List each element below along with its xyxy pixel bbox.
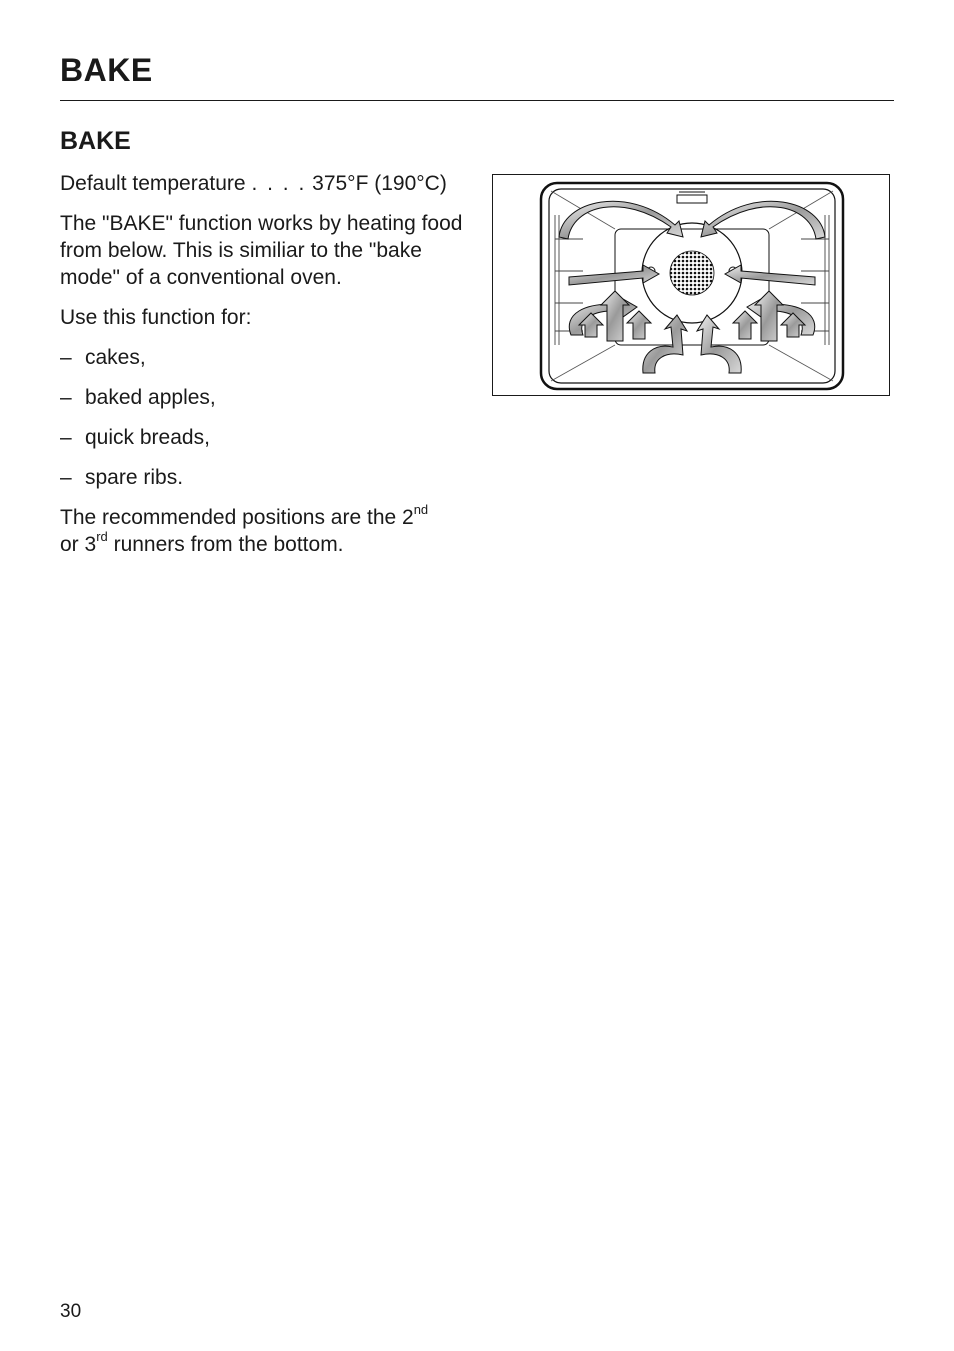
bullet-dash: – [60, 466, 72, 489]
list-item-text: baked apples, [85, 386, 216, 409]
text-column [60, 170, 480, 571]
ordinal-suffix-rd: rd [96, 529, 108, 544]
positions-text-3: runners from the bottom. [107, 533, 344, 556]
default-temperature-value: 375°F (190°C) [312, 172, 447, 195]
oven-airflow-figure [492, 174, 890, 396]
oven-airflow-illustration [493, 175, 889, 395]
function-description: The "BAKE" function works by heating food from below. This is similiar to the "bake mode" of a conventional oven. [60, 212, 463, 289]
bullet-dash: – [60, 346, 72, 369]
use-for-intro: Use this function for: [60, 306, 252, 329]
list-item [60, 344, 480, 371]
page-heading: BAKE [60, 52, 153, 88]
heading-rule [60, 100, 894, 101]
page-number: 30 [60, 1301, 82, 1322]
default-temperature-line [60, 170, 480, 197]
leader-dots: . . . . [251, 172, 307, 195]
fan-grille [670, 251, 714, 295]
positions-text-2: or 3 [60, 533, 97, 556]
bullet-dash: – [60, 386, 72, 409]
list-item-text: cakes, [85, 346, 146, 369]
positions-text-1: The recommended positions are the 2 [60, 506, 414, 529]
list-item [60, 464, 480, 491]
list-item [60, 424, 480, 451]
ordinal-suffix-nd: nd [413, 502, 429, 517]
list-item-text: quick breads, [85, 426, 210, 449]
bullet-dash: – [60, 426, 72, 449]
section-heading: BAKE [60, 127, 131, 155]
default-temperature-label: Default temperature [60, 172, 246, 195]
list-item-text: spare ribs. [85, 466, 184, 489]
recommended-positions [60, 504, 480, 558]
list-item [60, 384, 480, 411]
